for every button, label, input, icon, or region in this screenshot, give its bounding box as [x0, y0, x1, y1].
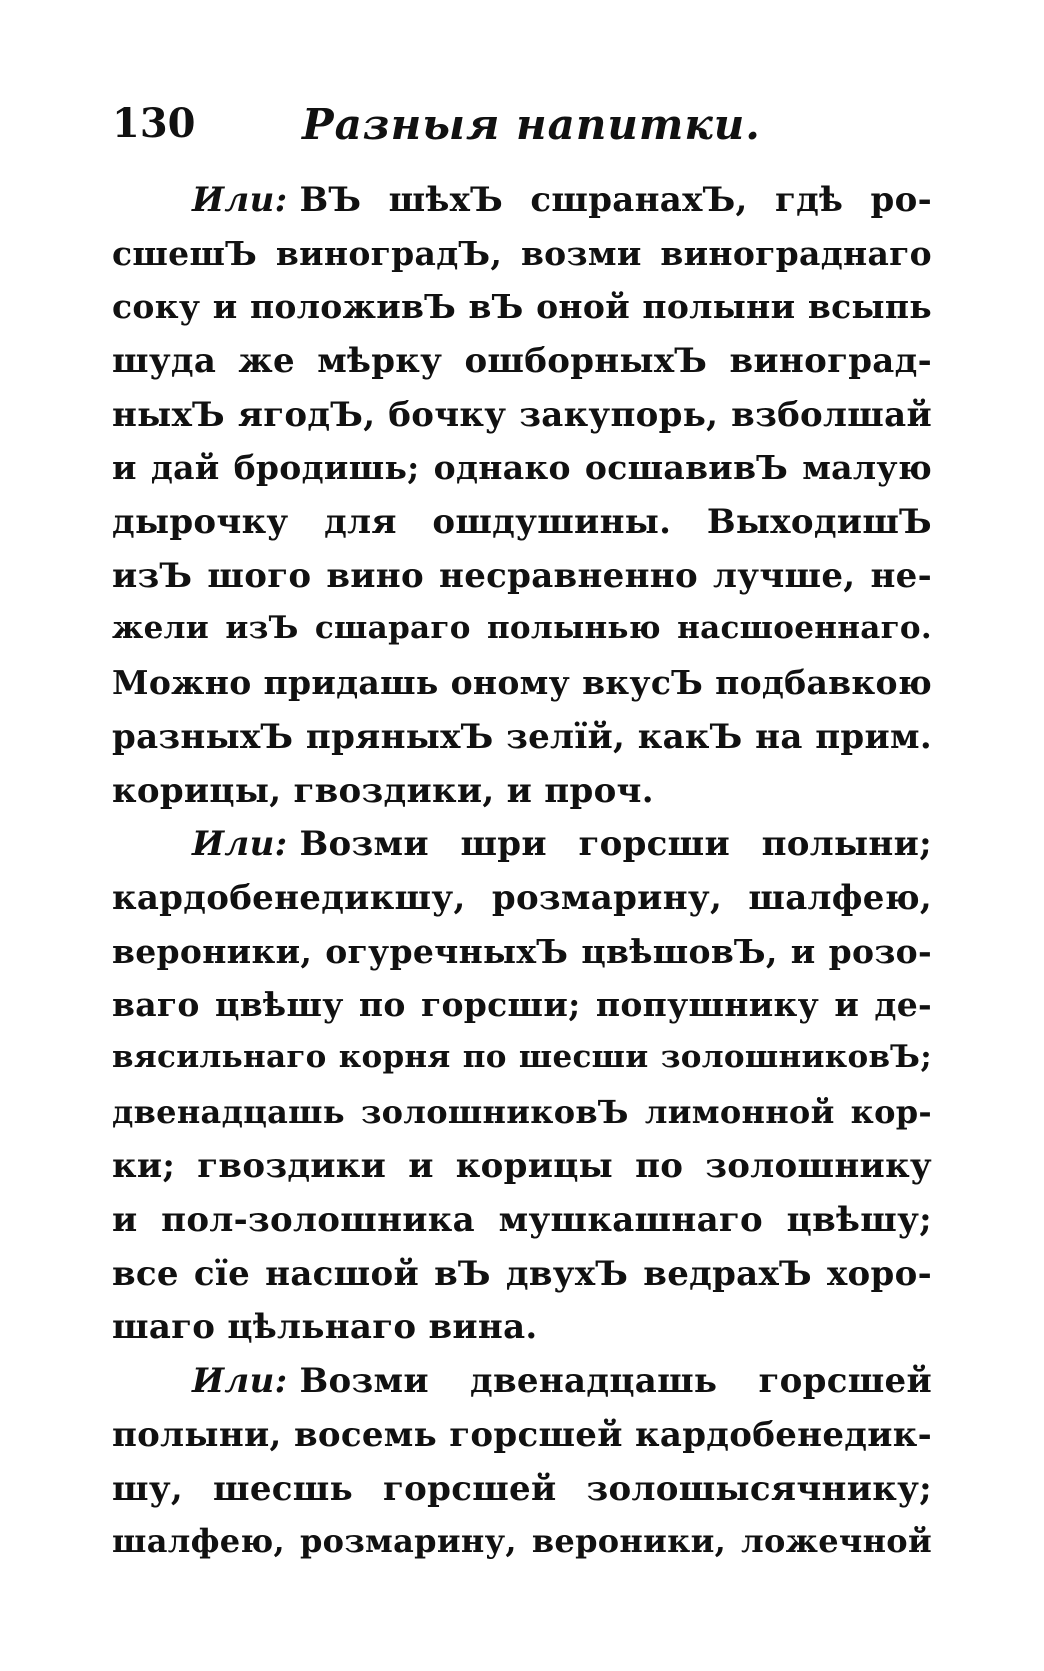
- line-text: жели изЪ сшараго полынью насшоеннаго.: [112, 609, 932, 646]
- line-text: Можно придашь оному вкусЪ подбавкою: [112, 663, 932, 703]
- page-number: 130: [112, 100, 196, 147]
- line-text: шаго цѣльнаго вина.: [112, 1307, 538, 1348]
- line-text: все сїе насшой вЪ двухЪ ведрахЪ хоро-: [112, 1253, 932, 1294]
- text-line: [112, 395, 932, 449]
- body-text: [112, 180, 932, 1576]
- text-line: [112, 234, 932, 288]
- text-line: [112, 1307, 932, 1361]
- line-text: ваго цвѣшу по горсши; попушнику и де-: [112, 985, 932, 1025]
- text-line: [112, 502, 932, 556]
- text-line: [112, 1039, 932, 1093]
- line-text: шуда же мѣрку ошборныхЪ виноград-: [112, 341, 932, 382]
- text-line: [112, 1415, 932, 1469]
- text-line: [112, 1093, 932, 1147]
- text-line: [112, 985, 932, 1039]
- text-line: [112, 341, 932, 395]
- paragraph-lead: Или:: [192, 1361, 288, 1402]
- text-line: [112, 287, 932, 341]
- line-text: двенадцашь золошниковЪ лимонной кор-: [112, 1092, 932, 1131]
- line-text: и пол-золошника мушкашнаго цвѣшу;: [112, 1200, 932, 1241]
- line-text: вероники, огуречныхЪ цвѣшовЪ, и розо-: [112, 931, 932, 971]
- line-text: вясильнаго корня по шесши золошниковЪ;: [112, 1039, 932, 1075]
- line-text: изЪ шого вино несравненно лучше, не-: [112, 555, 932, 596]
- text-line: [112, 824, 932, 878]
- text-line: [112, 878, 932, 932]
- text-line: [112, 1146, 932, 1200]
- line-text: соку и положивЪ вЪ оной полыни всыпь: [112, 287, 932, 327]
- text-line: [112, 932, 932, 986]
- text-line: [112, 771, 932, 825]
- text-line: [112, 610, 932, 664]
- paragraph-lead: Или:: [192, 824, 288, 865]
- text-line: [112, 663, 932, 717]
- running-head: Разныя напитки.: [302, 100, 761, 149]
- line-text: ныхЪ ягодЪ, бочку закупорь, взболшай: [112, 394, 932, 435]
- text-line: [112, 1200, 932, 1254]
- line-text: сшешЪ виноградЪ, возми винограднаго: [112, 233, 932, 273]
- line-text: кардобенедикшу, розмарину, шалфею,: [112, 877, 932, 918]
- text-line: [112, 1361, 932, 1415]
- text-line: [112, 717, 932, 771]
- line-text: дырочку для ошдушины. ВыходишЪ: [112, 502, 932, 543]
- line-text: шалфею, розмарину, вероники, ложечной: [112, 1522, 932, 1561]
- paragraph-lead: Или:: [192, 180, 288, 220]
- text-line: [112, 1254, 932, 1308]
- line-text: ки; гвоздики и корицы по золошнику: [112, 1146, 932, 1187]
- line-text: разныхЪ пряныхЪ зелїй, какЪ на прим.: [112, 716, 932, 757]
- text-line: [112, 448, 932, 502]
- line-text: Возми двенадцашь горсшей: [299, 1361, 932, 1402]
- text-line: [112, 556, 932, 610]
- text-line: [112, 180, 932, 234]
- line-text: полыни, восемь горсшей кардобенедик-: [112, 1414, 932, 1455]
- line-text: и дай бродишь; однако осшавивЪ малую: [112, 448, 932, 488]
- line-text: корицы, гвоздики, и проч.: [112, 770, 654, 811]
- page-header: [112, 100, 932, 160]
- line-text: шу, шесшь горсшей золошысячнику;: [112, 1468, 932, 1509]
- line-text: ВЪ шѣхЪ сшранахЪ, гдѣ ро-: [299, 180, 932, 220]
- line-text: Возми шри горсши полыни;: [299, 824, 932, 865]
- text-line: [112, 1522, 932, 1576]
- text-line: [112, 1469, 932, 1523]
